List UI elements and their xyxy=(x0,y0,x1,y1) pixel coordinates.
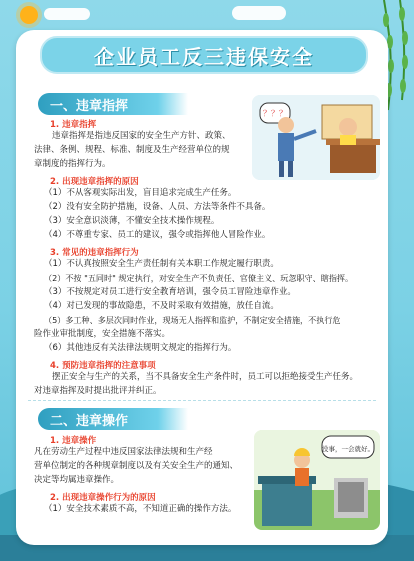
sun-icon xyxy=(20,6,38,24)
office-scene-image xyxy=(252,95,380,180)
section-divider xyxy=(28,400,376,401)
paragraph-line: 违章指挥是指违反国家的安全生产方针、政策、 xyxy=(52,131,231,141)
paragraph-line: 决定等均属违章操作。 xyxy=(34,475,120,485)
section-heading: 二、违章操作 xyxy=(38,408,188,430)
speech-bubble-text: 没事，一会就好。 xyxy=(322,445,374,453)
list-item: 险作业审批制度，安全措施不落实。 xyxy=(34,329,171,339)
worker-scene-image xyxy=(254,430,380,530)
paragraph-line: 章制度的指挥行为。 xyxy=(34,159,111,169)
list-item: （3）不按规定对员工进行安全教育培训，强令员工冒险违章作业。 xyxy=(44,287,296,297)
subheading: 3. 常见的违章指挥行为 xyxy=(50,248,139,258)
list-item: （1）不从客观实际出发，盲目追求完成生产任务。 xyxy=(44,188,237,198)
paragraph-line: 摆正安全与生产的关系，当不具备安全生产条件时，员工可以拒绝接受生产任务。 xyxy=(52,372,359,382)
list-item: （2）没有安全防护措施，设备、人员、方法等条件不具备。 xyxy=(44,202,271,212)
paragraph-line: 凡在劳动生产过程中违反国家法律法规和生产经 xyxy=(34,447,213,457)
list-item: （6）其他违反有关法律法规明文规定的指挥行为。 xyxy=(44,343,237,353)
section-heading: 一、违章指挥 xyxy=(38,93,188,115)
speech-bubble-text: ？？？ xyxy=(263,109,287,118)
illustration-worker xyxy=(254,430,380,530)
content-card xyxy=(16,30,388,545)
subheading: 1. 违章操作 xyxy=(50,436,97,446)
paragraph-line: 对违章指挥及时提出批评并纠正。 xyxy=(34,386,162,396)
list-item: （1）不认真按照安全生产责任制有关本职工作规定履行职责。 xyxy=(44,259,279,269)
cloud-icon xyxy=(232,6,286,20)
paragraph-line: 营单位制定的各种规章制度以及有关安全生产的通知、 xyxy=(34,461,239,471)
paragraph-line: 法律、条例、规程、标准、制度及生产经营单位的规 xyxy=(34,145,230,155)
list-item: （3）安全意识淡薄，不懂安全技术操作规程。 xyxy=(44,216,220,226)
cloud-icon xyxy=(44,8,90,20)
list-item: （5）多工种、多层次同时作业，现场无人指挥和监护，不制定安全措施，不执行危 xyxy=(44,315,341,325)
list-item: （4）不尊重专家、员工的建议，强令或指挥他人冒险作业。 xyxy=(44,230,271,240)
subheading: 1. 违章指挥 xyxy=(50,120,97,130)
subheading: 2. 出现违章操作行为的原因 xyxy=(50,493,156,503)
poster-title: 企业员工反三违保安全 xyxy=(40,36,368,74)
list-item: （2）不按 "五同时" 规定执行，对安全生产不负责任、官僚主义、玩忽职守、瞎指挥。 xyxy=(44,273,354,283)
list-item: （4）对已发现的事故隐患，不及时采取有效措施，放任自流。 xyxy=(44,301,279,311)
list-item: （1）安全技术素质不高，不知道正确的操作方法。 xyxy=(44,504,237,514)
illustration-office xyxy=(252,95,380,180)
subheading: 2. 出现违章指挥的原因 xyxy=(50,177,139,187)
subheading: 4. 预防违章指挥的注意事项 xyxy=(50,361,156,371)
